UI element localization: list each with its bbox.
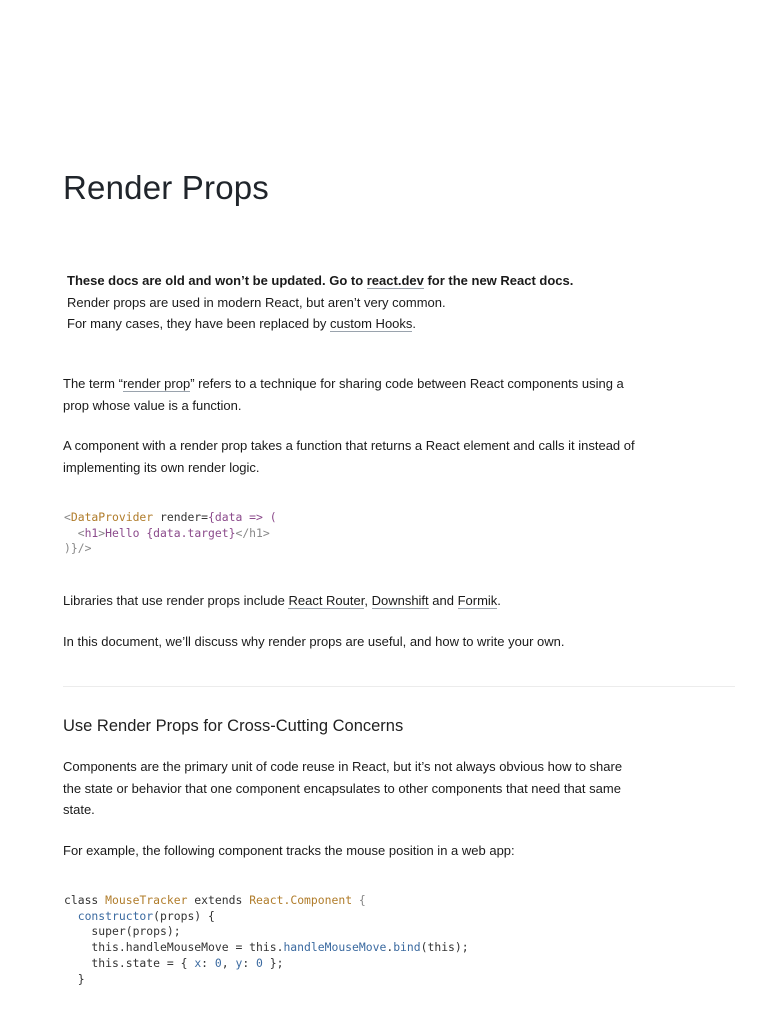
code-token: DataProvider <box>70 510 154 524</box>
code-token: (this); <box>420 940 469 955</box>
doc-intro-paragraph: In this document, we’ll discuss why render props are useful, and how to write your own. <box>63 634 565 649</box>
note-line-2: Render props are used in modern React, but aren’t very common. <box>67 294 446 310</box>
note-line-1-end: for the new React docs. <box>423 273 574 288</box>
section-paragraph-1: Components are the primary unit of code reuse in React, but it’s not always obvious how to share the state or behavior that one component encapsulates to other components that need that same state. <box>63 759 623 817</box>
code-token: handleMouseMove <box>283 940 387 955</box>
libraries-paragraph <box>63 590 643 612</box>
page-title: Render Props <box>63 169 270 206</box>
note-line-3-text: For many cases, they have been replaced by <box>67 316 331 331</box>
code-token: )}/> <box>64 541 92 556</box>
code-token: render= <box>153 510 209 524</box>
formik-link[interactable]: Formik <box>457 593 498 608</box>
code-token: bind <box>393 940 421 955</box>
note-line-3 <box>67 313 573 335</box>
code-token: , <box>221 955 236 970</box>
code-token: . <box>386 940 394 955</box>
intro-paragraph-1 <box>63 373 643 416</box>
code-token: super(props); <box>64 924 181 939</box>
note-line-1 <box>67 270 573 292</box>
code-block-data-provider <box>64 510 277 557</box>
note-line-1-text: These docs are old and won’t be updated. Go to <box>67 273 367 288</box>
code-token: 0 <box>214 955 222 970</box>
code-token: this.state = { <box>64 955 195 970</box>
deprecation-note <box>67 270 573 335</box>
intro-p1-end: ” refers to a technique for sharing code between React components using a prop whose value is a function. <box>63 376 624 413</box>
code-token: } <box>64 971 85 986</box>
react-dev-link[interactable]: react.dev <box>366 273 424 288</box>
code-token: Hello <box>105 525 147 540</box>
note-line-3-end: . <box>412 316 417 331</box>
custom-hooks-link[interactable]: custom Hooks <box>330 316 413 331</box>
react-router-link[interactable]: React Router <box>288 593 365 608</box>
libraries-sep: and <box>428 593 458 608</box>
code-token: (props) { <box>153 908 215 923</box>
libraries-text: Libraries that use render props include <box>63 593 289 608</box>
code-token: {data => ( <box>208 510 277 524</box>
code-token: h1 <box>84 525 99 540</box>
render-prop-link[interactable]: render prop <box>122 376 191 391</box>
code-block-mouse-tracker <box>64 893 469 987</box>
code-token: extends <box>187 893 250 907</box>
code-token: > <box>98 525 106 540</box>
section-heading: Use Render Props for Cross-Cutting Concerns <box>63 717 404 735</box>
libraries-end: . <box>497 593 501 608</box>
code-token: constructor <box>64 908 154 923</box>
code-token: {data.target} <box>146 525 236 540</box>
section-divider <box>63 686 735 687</box>
code-token: < <box>64 525 85 540</box>
code-token: }; <box>262 955 284 970</box>
intro-paragraph-2: A component with a render prop takes a function that returns a React element and calls it instead of implementing its own render logic. <box>63 438 635 475</box>
code-token: </h1> <box>235 525 270 540</box>
code-token: : <box>201 955 215 970</box>
code-token: { <box>352 893 366 907</box>
downshift-link[interactable]: Downshift <box>371 593 429 608</box>
code-token: x <box>194 955 202 970</box>
code-token: < <box>64 510 71 524</box>
section-paragraph-2: For example, the following component tracks the mouse position in a web app: <box>63 843 515 858</box>
code-token: y <box>235 955 243 970</box>
libraries-sep: , <box>364 593 372 608</box>
code-token: class <box>64 893 106 907</box>
code-token: React.Component <box>249 893 353 907</box>
code-token: 0 <box>256 955 263 970</box>
code-token: this.handleMouseMove = this. <box>64 940 284 955</box>
intro-p1-start: The term “ <box>63 376 123 391</box>
code-token: : <box>242 955 257 970</box>
code-token: MouseTracker <box>105 893 188 907</box>
